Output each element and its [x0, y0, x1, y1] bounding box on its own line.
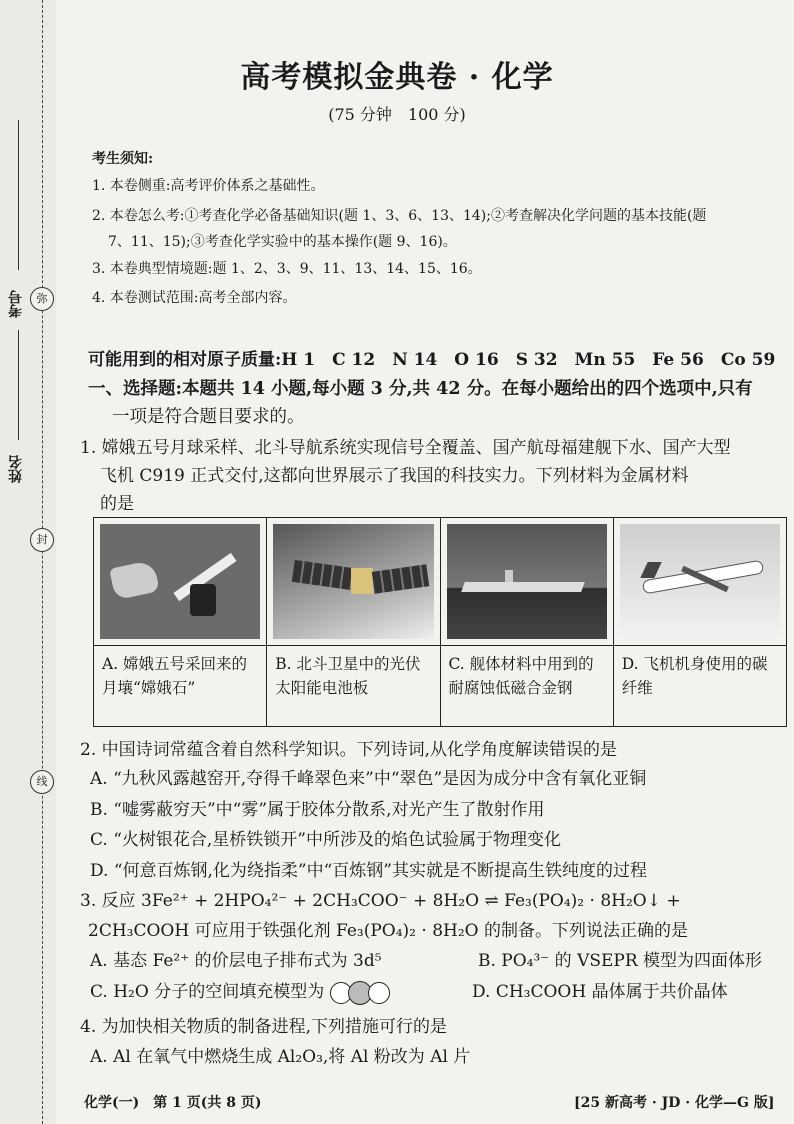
- q2-option-a[interactable]: A. “九秋风露越窑开,夺得千峰翠色来”中“翠色”是因为成分中含有氧化亚铜: [90, 769, 647, 789]
- q3-option-a[interactable]: A. 基态 Fe²⁺ 的价层电子排布式为 3d⁵: [90, 951, 382, 971]
- section-heading: 一、选择题:本题共 14 小题,每小题 3 分,共 42 分。在每小题给出的四个选项中,只有: [88, 379, 753, 399]
- q1-options-table: [93, 517, 787, 727]
- q3-option-c[interactable]: [90, 977, 390, 1005]
- q2-option-c[interactable]: C. “火树银花合,星桥铁锁开”中所涉及的焰色试验属于物理变化: [90, 830, 561, 850]
- footer-page-info: 化学(一) 第 1 页(共 8 页): [84, 1095, 262, 1111]
- q3-option-c-label: C. H₂O 分子的空间填充模型为: [90, 982, 325, 1002]
- q2-stem: 2. 中国诗词常蕴含着自然科学知识。下列诗词,从化学角度解读错误的是: [80, 740, 618, 760]
- q1-option-b[interactable]: [267, 518, 440, 726]
- footer-edition: [25 新高考 · JD · 化学—G 版]: [574, 1095, 775, 1111]
- q1-stem: 的是: [100, 494, 134, 514]
- q2-option-d[interactable]: D. “何意百炼钢,化为绕指柔”中“百炼钢”其实就是不断提高生铁纯度的过程: [90, 861, 647, 881]
- q1-option-c-label: C. 舰体材料中用到的耐腐蚀低磁合金钢: [441, 645, 613, 726]
- moon-sample-image: [100, 524, 260, 639]
- q3-stem: 3. 反应 3Fe²⁺ + 2HPO₄²⁻ + 2CH₃COO⁻ + 8H₂O ⇌ Fe₃(PO₄)₂ · 8H₂O↓ +: [80, 891, 681, 911]
- seal-dashed-line: [42, 0, 43, 1124]
- satellite-image: [273, 524, 433, 639]
- notice-item: 3. 本卷典型情境题:题 1、2、3、9、11、13、14、15、16。: [92, 261, 482, 277]
- seal-feng: 封: [30, 528, 54, 552]
- q1-option-a[interactable]: [94, 518, 267, 726]
- exam-number-label: 考号: [8, 290, 24, 318]
- page-subtitle: (75 分钟 100 分): [328, 105, 466, 124]
- q1-stem: 飞机 C919 正式交付,这都向世界展示了我国的科技实力。下列材料为金属材料: [100, 466, 689, 486]
- q1-option-d[interactable]: [614, 518, 786, 726]
- q4-option-a[interactable]: A. Al 在氧气中燃烧生成 Al₂O₃,将 Al 粉改为 Al 片: [90, 1047, 471, 1067]
- q1-option-b-label: B. 北斗卫星中的光伏太阳能电池板: [267, 645, 439, 726]
- q4-stem: 4. 为加快相关物质的制备进程,下列措施可行的是: [80, 1017, 448, 1037]
- seal-xian: 线: [30, 770, 54, 794]
- q3-option-d[interactable]: D. CH₃COOH 晶体属于共价晶体: [472, 982, 728, 1002]
- notice-item: 1. 本卷侧重:高考评价体系之基础性。: [92, 178, 325, 194]
- c919-airplane-image: [620, 524, 780, 639]
- seal-mi: 弥: [30, 287, 54, 311]
- notice-item: 2. 本卷怎么考:①考查化学必备基础知识(题 1、3、6、13、14);②考查解决化学问题的基本技能(题: [92, 208, 707, 224]
- q3-option-b[interactable]: B. PO₄³⁻ 的 VSEPR 模型为四面体形: [478, 951, 763, 971]
- notice-item: 4. 本卷测试范围:高考全部内容。: [92, 290, 297, 306]
- page-title: 高考模拟金典卷 · 化学: [240, 60, 554, 95]
- exam-number-blank: [18, 120, 19, 270]
- q3-stem: 2CH₃COOH 可应用于铁强化剂 Fe₃(PO₄)₂ · 8H₂O 的制备。下列说法正确的是: [88, 921, 688, 941]
- name-blank: [18, 330, 19, 440]
- q1-option-c[interactable]: [441, 518, 614, 726]
- section-heading-cont: 一项是符合题目要求的。: [112, 407, 305, 427]
- notice-item: 7、11、15);③考查化学实验中的基本操作(题 9、16)。: [108, 234, 457, 250]
- name-label: 姓名: [8, 455, 24, 483]
- water-model-icon: [334, 981, 390, 1005]
- q2-option-b[interactable]: B. “嘘雾蔽穷天”中“雾”属于胶体分散系,对光产生了散射作用: [90, 800, 545, 820]
- q1-option-a-label: A. 嫦娥五号采回来的月壤“嫦娥石”: [94, 645, 266, 726]
- notice-heading: 考生须知:: [92, 151, 154, 167]
- q1-option-d-label: D. 飞机机身使用的碳纤维: [614, 645, 786, 726]
- aircraft-carrier-image: [447, 524, 607, 639]
- binding-margin: [0, 0, 56, 1124]
- atomic-masses: 可能用到的相对原子质量:H 1 C 12 N 14 O 16 S 32 Mn 55 Fe 56 Co 59: [88, 350, 776, 370]
- q1-stem: 1. 嫦娥五号月球采样、北斗导航系统实现信号全覆盖、国产航母福建舰下水、国产大型: [80, 438, 731, 458]
